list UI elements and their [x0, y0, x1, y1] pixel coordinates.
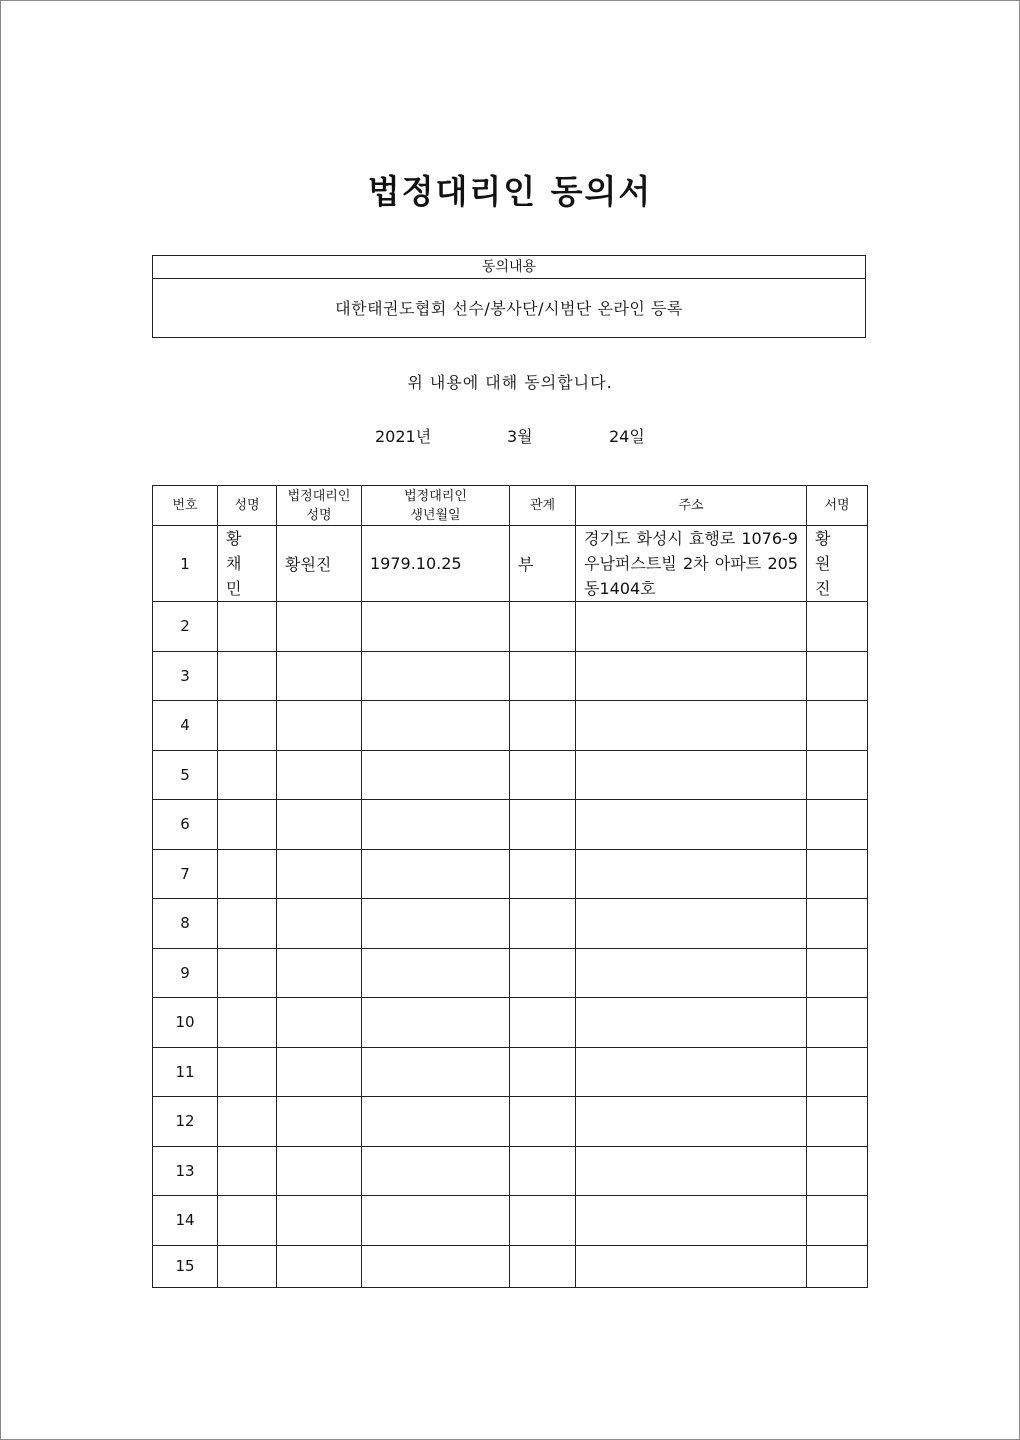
relation-cell	[510, 948, 576, 998]
row-number-cell: 11	[153, 1047, 218, 1097]
guardian-birthdate-cell	[362, 1196, 510, 1246]
table-header-row	[153, 486, 868, 526]
address-cell	[576, 602, 807, 652]
row-number-cell: 3	[153, 651, 218, 701]
table-row	[153, 899, 868, 949]
guardian-birthdate-cell	[362, 1097, 510, 1147]
signature-cell	[807, 800, 868, 850]
signature-cell	[807, 1097, 868, 1147]
table-row	[153, 849, 868, 899]
row-number-cell: 10	[153, 998, 218, 1048]
address-cell	[576, 800, 807, 850]
relation-cell: 부	[510, 526, 576, 602]
signature-cell	[807, 1245, 868, 1287]
guardian-birthdate-cell	[362, 750, 510, 800]
agree-statement: 위 내용에 대해 동의합니다.	[407, 373, 613, 392]
address-cell: 경기도 화성시 효행로 1076-9 우남퍼스트빌 2차 아파트 205동1404호	[576, 526, 807, 602]
consent-header: 동의내용	[153, 256, 865, 279]
row-number-cell: 14	[153, 1196, 218, 1246]
guardian-name-cell	[277, 800, 362, 850]
guardian-birthdate-cell	[362, 948, 510, 998]
signature-cell	[807, 1146, 868, 1196]
consent-body: 대한태권도협회 선수/봉사단/시범단 온라인 등록	[335, 299, 683, 318]
signature-cell	[807, 1047, 868, 1097]
relation-cell	[510, 1146, 576, 1196]
guardian-name-cell	[277, 899, 362, 949]
address-cell	[576, 1047, 807, 1097]
table-row	[153, 1047, 868, 1097]
relation-cell	[510, 651, 576, 701]
relation-cell	[510, 1245, 576, 1287]
address-cell	[576, 1245, 807, 1287]
participant-name-cell	[218, 1097, 277, 1147]
guardian-birthdate-cell	[362, 1245, 510, 1287]
table-row	[153, 1146, 868, 1196]
relation-cell	[510, 602, 576, 652]
table-row	[153, 1196, 868, 1246]
participant-name-cell	[218, 701, 277, 751]
signature-cell	[807, 948, 868, 998]
relation-cell	[510, 800, 576, 850]
header-guardian-name	[277, 486, 362, 526]
participant-name-cell	[218, 800, 277, 850]
guardian-name-cell	[277, 1047, 362, 1097]
row-number-cell: 7	[153, 849, 218, 899]
table-row	[153, 602, 868, 652]
date-month: 3월	[507, 427, 533, 446]
address-cell	[576, 1146, 807, 1196]
address-cell	[576, 651, 807, 701]
guardian-name-cell	[277, 1097, 362, 1147]
table-row	[153, 526, 868, 602]
guardian-birthdate-cell	[362, 651, 510, 701]
table-row	[153, 948, 868, 998]
header-guardian-name-line2: 성명	[306, 507, 332, 523]
address-cell	[576, 948, 807, 998]
guardian-birthdate-cell	[362, 1146, 510, 1196]
address-cell	[576, 1097, 807, 1147]
participant-name-cell	[218, 1245, 277, 1287]
row-number-cell: 1	[153, 526, 218, 602]
signature-cell: 황원진	[807, 526, 868, 602]
guardian-birthdate-cell: 1979.10.25	[362, 526, 510, 602]
table-row	[153, 998, 868, 1048]
participant-name-cell	[218, 899, 277, 949]
table-row	[153, 750, 868, 800]
guardian-name-cell	[277, 651, 362, 701]
date-year: 2021년	[375, 427, 432, 446]
header-guardian-birth-line2: 생년월일	[410, 507, 461, 523]
signature-cell	[807, 1196, 868, 1246]
address-cell	[576, 1196, 807, 1246]
relation-cell	[510, 701, 576, 751]
header-relation: 관계	[510, 486, 576, 526]
signature-cell	[807, 750, 868, 800]
participant-name-cell	[218, 750, 277, 800]
page-title: 법정대리인 동의서	[367, 172, 653, 211]
signature-cell	[807, 651, 868, 701]
signature-cell	[807, 701, 868, 751]
signature-cell	[807, 899, 868, 949]
guardian-name-cell	[277, 750, 362, 800]
header-no: 번호	[153, 486, 218, 526]
guardian-birthdate-cell	[362, 602, 510, 652]
guardian-name-cell	[277, 849, 362, 899]
row-number-cell: 12	[153, 1097, 218, 1147]
table-row	[153, 800, 868, 850]
participant-name-cell	[218, 1146, 277, 1196]
table-row	[153, 701, 868, 751]
guardian-name-cell	[277, 1146, 362, 1196]
participant-name-cell	[218, 651, 277, 701]
row-number-cell: 8	[153, 899, 218, 949]
header-guardian-name-line1: 법정대리인	[287, 488, 351, 504]
participant-name-cell	[218, 998, 277, 1048]
guardian-name-cell	[277, 602, 362, 652]
guardian-birthdate-cell	[362, 849, 510, 899]
table-row	[153, 651, 868, 701]
header-name: 성명	[218, 486, 277, 526]
consent-box	[152, 255, 866, 338]
signature-cell	[807, 602, 868, 652]
guardian-birthdate-cell	[362, 1047, 510, 1097]
participant-name-cell	[218, 948, 277, 998]
relation-cell	[510, 1196, 576, 1246]
relation-cell	[510, 1097, 576, 1147]
row-number-cell: 9	[153, 948, 218, 998]
signature-cell	[807, 849, 868, 899]
participant-name-cell	[218, 849, 277, 899]
guardian-birthdate-cell	[362, 998, 510, 1048]
relation-cell	[510, 899, 576, 949]
address-cell	[576, 998, 807, 1048]
participant-name-cell: 황채민	[218, 526, 277, 602]
relation-cell	[510, 1047, 576, 1097]
participant-name-cell	[218, 1196, 277, 1246]
guardian-name-cell	[277, 1196, 362, 1246]
row-number-cell: 5	[153, 750, 218, 800]
row-number-cell: 13	[153, 1146, 218, 1196]
guardian-name-cell: 황원진	[277, 526, 362, 602]
participant-name-cell	[218, 602, 277, 652]
row-number-cell: 15	[153, 1245, 218, 1287]
guardian-name-cell	[277, 1245, 362, 1287]
header-address: 주소	[576, 486, 807, 526]
address-cell	[576, 701, 807, 751]
guardian-table	[152, 485, 868, 1288]
row-number-cell: 2	[153, 602, 218, 652]
table-row	[153, 1097, 868, 1147]
participant-name-cell	[218, 1047, 277, 1097]
row-number-cell: 4	[153, 701, 218, 751]
header-guardian-birth-line1: 법정대리인	[404, 488, 467, 504]
address-cell	[576, 899, 807, 949]
relation-cell	[510, 998, 576, 1048]
table-row	[153, 1245, 868, 1287]
address-cell	[576, 849, 807, 899]
guardian-name-cell	[277, 998, 362, 1048]
guardian-birthdate-cell	[362, 899, 510, 949]
address-cell	[576, 750, 807, 800]
guardian-birthdate-cell	[362, 701, 510, 751]
header-guardian-birth	[362, 486, 510, 526]
guardian-name-cell	[277, 701, 362, 751]
row-number-cell: 6	[153, 800, 218, 850]
header-signature: 서명	[807, 486, 868, 526]
date-day: 24일	[609, 427, 645, 446]
guardian-name-cell	[277, 948, 362, 998]
guardian-birthdate-cell	[362, 800, 510, 850]
relation-cell	[510, 849, 576, 899]
signature-cell	[807, 998, 868, 1048]
relation-cell	[510, 750, 576, 800]
